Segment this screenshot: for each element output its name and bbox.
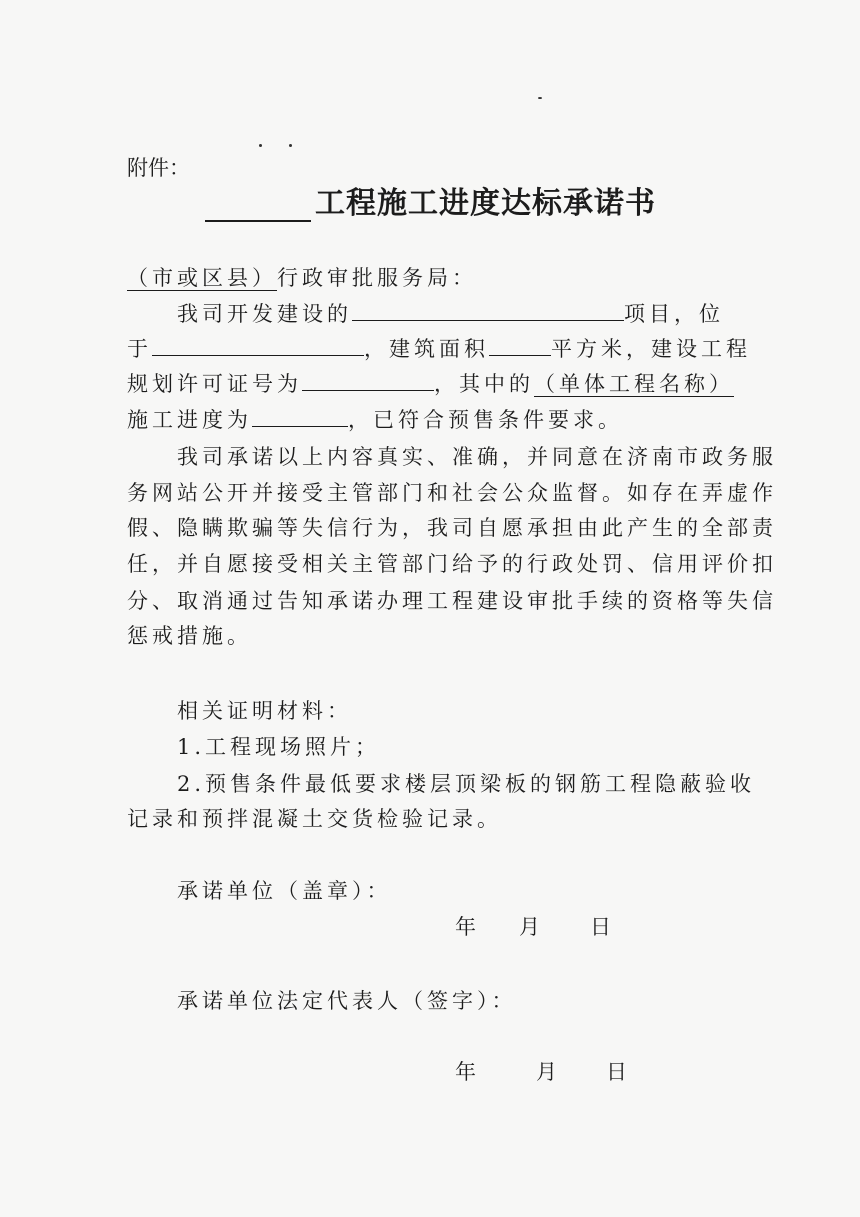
- date-day: 日: [590, 915, 615, 939]
- title-blank: [205, 190, 311, 222]
- progress-blank: [252, 404, 348, 427]
- annex-label: 附件：: [127, 156, 190, 180]
- document-title: [205, 178, 656, 222]
- materials-item: 记录和预拌混凝土交货检验记录。: [127, 807, 502, 831]
- title-text: 工程施工进度达标承诺书: [315, 186, 656, 221]
- p1-line-2: [127, 333, 751, 363]
- p1-text: 项目，位: [624, 302, 724, 326]
- p1-text: ，建筑面积: [364, 337, 489, 361]
- scan-speck: [538, 97, 542, 99]
- location-blank: [152, 333, 364, 356]
- p1-text: 施工进度为: [127, 408, 252, 432]
- building-name-placeholder: （单体工程名称）: [534, 372, 734, 396]
- addressee-line: [127, 262, 477, 292]
- date-day: 日: [606, 1060, 631, 1084]
- p1-text: 我司开发建设的: [177, 302, 352, 326]
- date-month: 月: [519, 915, 544, 939]
- p2-line: 分、取消通过告知承诺办理工程建设审批手续的资格等失信: [127, 589, 777, 613]
- materials-item: 2.预售条件最低要求楼层顶梁板的钢筋工程隐蔽验收: [177, 772, 756, 796]
- materials-heading: 相关证明材料：: [177, 699, 352, 723]
- p2-line: 务网站公开并接受主管部门和社会公众监督。如存在弄虚作: [127, 481, 777, 505]
- p1-text: 规划许可证号为: [127, 372, 302, 396]
- p2-line: 惩戒措施。: [127, 624, 252, 648]
- unit-seal-label: 承诺单位（盖章）：: [177, 879, 392, 903]
- area-blank: [489, 333, 551, 356]
- permit-number-blank: [302, 368, 434, 391]
- p1-text: 于: [127, 337, 152, 361]
- p1-line-4: [127, 404, 623, 434]
- p2-line: 我司承诺以上内容真实、准确，并同意在济南市政务服: [177, 445, 777, 469]
- scan-speck: [259, 144, 262, 147]
- scan-speck: [289, 144, 292, 147]
- p1-line-1: [177, 298, 724, 328]
- date-year: 年: [455, 1060, 480, 1084]
- date-year: 年: [455, 915, 480, 939]
- p1-text: 平方米，建设工程: [551, 337, 751, 361]
- addressee-suffix: 行政审批服务局：: [277, 266, 477, 290]
- materials-item: 1.工程现场照片；: [177, 735, 381, 759]
- p1-text: ，已符合预售条件要求。: [348, 408, 623, 432]
- project-name-blank: [352, 298, 624, 321]
- p1-line-3: [127, 368, 734, 398]
- p2-line: 假、隐瞒欺骗等失信行为，我司自愿承担由此产生的全部责: [127, 516, 777, 540]
- addressee-placeholder: （市或区县）: [127, 266, 277, 290]
- p1-text: ，其中的: [434, 372, 534, 396]
- date-month: 月: [536, 1060, 561, 1084]
- representative-sign-label: 承诺单位法定代表人（签字）：: [177, 989, 517, 1013]
- p2-line: 任，并自愿接受相关主管部门给予的行政处罚、信用评价扣: [127, 552, 777, 576]
